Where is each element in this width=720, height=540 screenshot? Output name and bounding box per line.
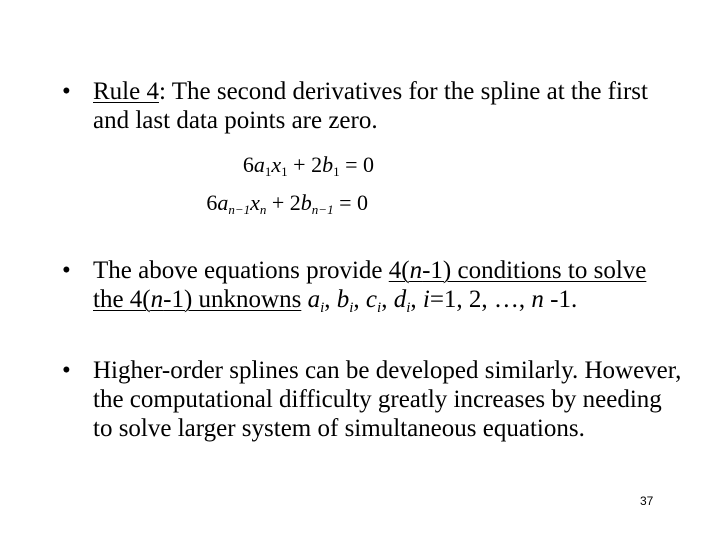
conditions-underlined: 4(n-1) conditions to solve the 4(n-1) unknowns [93,257,647,313]
equations [180,148,400,228]
bullet-dot: • [62,257,71,284]
rule-4-label: Rule 4 [93,78,159,105]
bullet-higher-order [62,356,682,443]
bullet-dot: • [62,357,71,384]
higher-order-text: Higher-order splines can be developed similarly. However, the computational difficulty greatly increases by needing to solve larger system of simultaneous equations. [93,357,682,442]
rule-4-colon: : [158,78,166,105]
page-number: 37 [640,494,654,508]
bullet-conditions: • The above equations provide 4(n-1) conditions to solve the 4(n-1) unknowns $a_i$, $b_i$, $c_i$, $d_i$, i=1, 2, …, n -1. [62,257,647,316]
equation-last-point: $6a_{n-1}x_n + 2b_{n-1} = 0$ [206,190,368,217]
rule-4-text: The second derivatives for the spline at the first and last data points are zero. [93,78,648,134]
equation-first-point: $6a_1x_1 + 2b_1 = 0$ [242,152,374,179]
bullet-rule-4 [62,77,682,135]
bullet-dot: • [62,78,71,105]
